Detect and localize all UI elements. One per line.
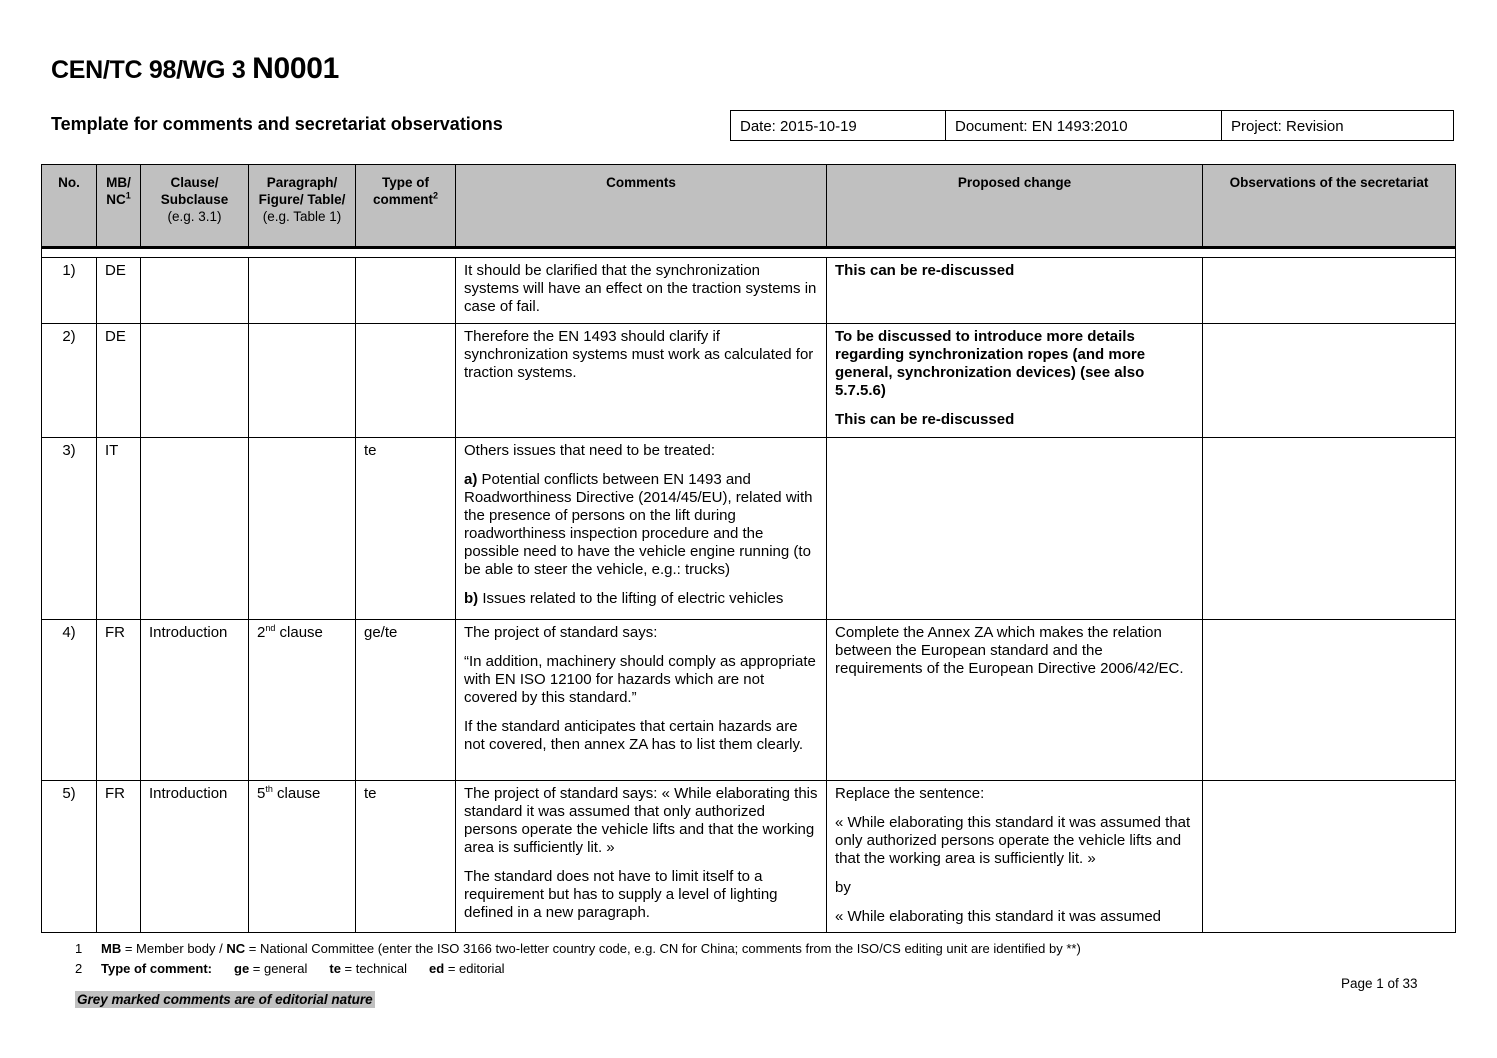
project-field: Project: Revision <box>1231 118 1344 135</box>
row-number: 1) <box>42 258 97 324</box>
template-subtitle: Template for comments and secretariat observations <box>51 114 503 134</box>
date-field: Date: 2015-10-19 <box>731 111 946 140</box>
header-clause: Clause/ Subclause (e.g. 3.1) <box>141 165 249 248</box>
header-proposed-change: Proposed change <box>827 165 1203 248</box>
row-number: 4) <box>42 620 97 781</box>
row-type: te <box>356 438 456 620</box>
row-proposed: This can be re-discussed <box>827 258 1203 324</box>
row-comments: Others issues that need to be treated: a) Potential conflicts between EN 1493 and Roadworthiness Directive (2014/45/EU), related with the presence of persons on the lift during roadworthiness inspection procedure and the possible need to have the vehicle engine running (to be able to steer the vehicle, e.g.: trucks) b) Issues related to the lifting of electric vehicles <box>456 438 827 620</box>
header-paragraph: Paragraph/ Figure/ Table/ (e.g. Table 1) <box>249 165 356 248</box>
row-mb: IT <box>97 438 141 620</box>
document-info-box <box>730 110 1454 141</box>
row-mb: FR <box>97 781 141 933</box>
row-clause <box>141 258 249 324</box>
row-comments: It should be clarified that the synchronization systems will have an effect on the traction systems in case of fail. <box>456 258 827 324</box>
footnotes <box>75 938 1081 978</box>
row-type: ge/te <box>356 620 456 781</box>
row-paragraph <box>249 438 356 620</box>
row-observations <box>1203 258 1456 324</box>
table-row <box>42 781 1456 933</box>
header-mb-nc: MB/ $NC^1$ <box>97 165 141 248</box>
row-paragraph: 2nd clause <box>249 620 356 781</box>
document-number: N0001 <box>252 52 339 85</box>
row-proposed: To be discussed to introduce more details regarding synchronization ropes (and more general, synchronization devices) (see also 5.7.5.6) This can be re-discussed <box>827 324 1203 438</box>
row-paragraph <box>249 258 356 324</box>
row-mb: FR <box>97 620 141 781</box>
row-comments: Therefore the EN 1493 should clarify if synchronization systems must work as calculated for traction systems. <box>456 324 827 438</box>
row-clause: Introduction <box>141 620 249 781</box>
row-paragraph <box>249 324 356 438</box>
row-proposed: Replace the sentence: « While elaborating this standard it was assumed that only authorized persons operate the vehicle lifts and that the working area is sufficiently lit. » by « While elaborating this standard it was assumed <box>827 781 1203 933</box>
table-row <box>42 620 1456 781</box>
document-title <box>51 52 339 86</box>
header-no: No. <box>42 165 97 248</box>
comments-table <box>41 164 1456 933</box>
page-number: Page 1 of 33 <box>1341 976 1418 991</box>
row-comments: The project of standard says: « While elaborating this standard it was assumed that only authorized persons operate the vehicle lifts and that the working area is sufficiently lit. » The standard does not have to limit itself to a requirement but has to supply a level of lighting defined in a new paragraph. <box>456 781 827 933</box>
row-mb: DE <box>97 324 141 438</box>
table-row <box>42 324 1456 438</box>
row-paragraph: 5th clause <box>249 781 356 933</box>
row-observations <box>1203 620 1456 781</box>
row-comments: The project of standard says: “In addition, machinery should comply as appropriate with EN ISO 12100 for hazards which are not covered by this standard.” If the standard anticipates that certain hazards are not covered, then annex ZA has to list them clearly. <box>456 620 827 781</box>
table-header-row <box>42 165 1456 248</box>
row-clause <box>141 438 249 620</box>
footnote-1: 1 MB = Member body / NC = National Committee (enter the ISO 3166 two-letter country code, e.g. CN for China; comments from the ISO/CS editing unit are identified by **) <box>75 940 1081 956</box>
row-number: 5) <box>42 781 97 933</box>
row-number: 3) <box>42 438 97 620</box>
row-clause: Introduction <box>141 781 249 933</box>
row-clause <box>141 324 249 438</box>
row-observations <box>1203 324 1456 438</box>
footnote-2: 2 Type of comment: ge = general te = technical ed = editorial <box>75 960 505 976</box>
table-row <box>42 438 1456 620</box>
grey-marked-note: Grey marked comments are of editorial nature <box>77 992 373 1007</box>
document-field: Document: EN 1493:2010 <box>946 111 1222 140</box>
title-prefix: CEN/TC 98/WG 3 <box>51 56 253 84</box>
header-type: Type of comment$^2$ <box>356 165 456 248</box>
row-mb: DE <box>97 258 141 324</box>
header-comments: Comments <box>456 165 827 248</box>
table-row <box>42 258 1456 324</box>
row-type <box>356 258 456 324</box>
row-observations <box>1203 781 1456 933</box>
row-proposed <box>827 438 1203 620</box>
row-type: te <box>356 781 456 933</box>
header-observations: Observations of the secretariat <box>1203 165 1456 248</box>
row-proposed: Complete the Annex ZA which makes the relation between the European standard and the requirements of the European Directive 2006/42/EC. <box>827 620 1203 781</box>
row-number: 2) <box>42 324 97 438</box>
row-observations <box>1203 438 1456 620</box>
row-type <box>356 324 456 438</box>
